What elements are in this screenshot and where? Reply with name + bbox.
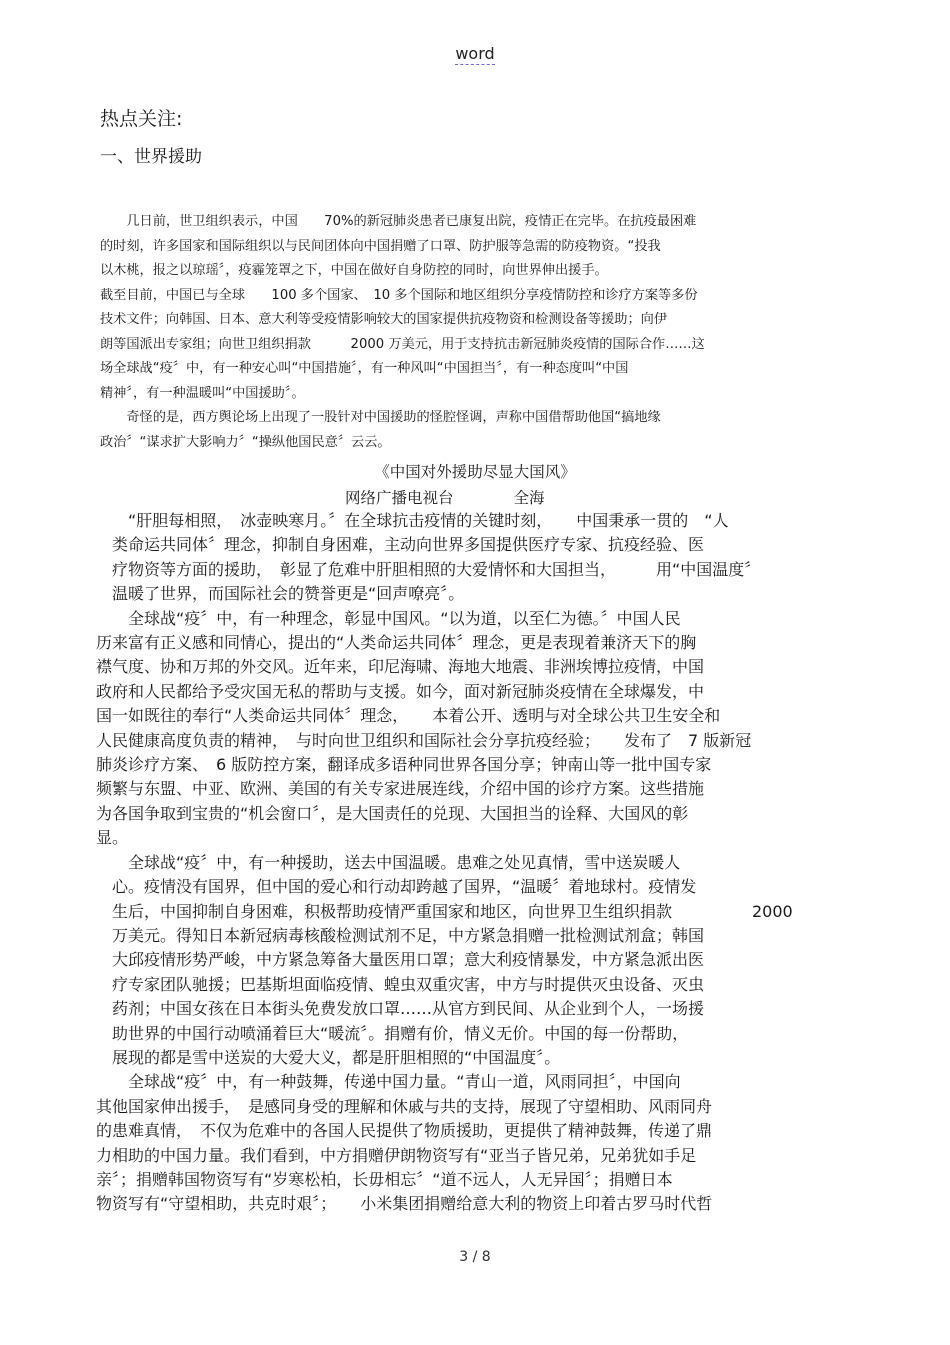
body-line: “肝胆每相照， 冰壶映寒月。〞在全球抗击疫情的关键时刻， 中国秉承一贯的 “人 [96,511,729,530]
body-line: 类命运共同体〞理念，抑制自身困难，主动向世界多国提供医疗专家、抗疫经验、医 [96,535,705,555]
body-line: 人民健康高度负责的精神， 与时向世卫组织和国际社会分享抗疫经验； 发布了 7 版新冠 [96,730,752,750]
article-body [96,509,856,1217]
intro-line: 奇怪的是，西方舆论场上出现了一股针对中国援助的怪腔怪调，声称中国借帮助他国“搞地缘 [100,410,661,425]
body-line: 频繁与东盟、中亚、欧洲、美国的有关专家进展连线，介绍中国的诊疗方案。这些措施 [96,779,705,799]
page-header [0,44,950,63]
intro-line: 截至目前，中国已与全球 100 多个国家、 10 多个国际和地区组织分享疫情防控和诊疗方案等多份 [100,287,698,303]
body-line: 政府和人民都给予受灾国无私的帮助与支援。如今，面对新冠肺炎疫情在全球爆发，中 [96,681,705,701]
article-byline [345,486,545,508]
body-line: 襟气度、协和万邦的外交风。近年来，印尼海啸、海地大地震、非洲埃博拉疫情，中国 [96,657,705,677]
article-author: 全海 [513,489,545,507]
heading-hot-topics: 热点关注: [100,108,183,130]
intro-line: 政治〞“谋求扩大影响力〞“操纵他国民意〞云云。 [100,434,391,450]
intro-line: 的时刻，许多国家和国际组织以与民间团体向中国捐赠了口罩、防护服等急需的防疫物资。“投我 [100,238,661,254]
intro-line: 以木桃，报之以琼瑶〞，疫霾笼罩之下，中国在做好自身防控的同时，向世界伸出援手。 [100,263,608,278]
page-number: 3 / 8 [459,1249,491,1265]
body-line: 为各国争取到宝贵的“机会窗口〞，是大国责任的兑现、大国担当的诠释、大国风的彰 [96,803,689,823]
body-line: 药剂；中国女孩在日本街头免费发放口罩……从官方到民间、从企业到个人，一场援 [96,999,705,1019]
body-line: 助世界的中国行动喷涌着巨大“暖流〞。捐赠有价，情义无价。中国的每一份帮助， [96,1023,689,1043]
heading-section-one: 一、世界援助 [100,147,202,167]
body-line: 温暖了世界，而国际社会的赞誉更是“回声嘹亮〞。 [96,584,465,604]
body-line: 疗专家团队驰援；巴基斯坦面临疫情、蝗虫双重灾害，中方与时提供灭虫设备、灭虫 [96,974,705,994]
body-line: 生后，中国抑制自身困难，积极帮助疫情严重国家和地区，向世界卫生组织捐款 2000 [96,901,793,921]
intro-line: 几日前，世卫组织表示，中国 70%的新冠肺炎患者已康复出院，疫情正在完毕。在抗疫最困难 [100,214,697,229]
body-line: 国一如既往的奉行“人类命运共同体〞理念， 本着公开、透明与对全球公共卫生安全和 [96,706,721,726]
intro-line: 精神〞，有一种温暖叫“中国援助〞。 [100,385,305,401]
intro-paragraph [100,210,800,455]
intro-line: 场全球战“疫〞中，有一种安心叫“中国措施〞，有一种风叫“中国担当〞，有一种态度叫“中国 [100,361,629,376]
body-line: 显。 [96,828,129,848]
body-line: 大邱疫情形势严峻，中方紧急筹备大量医用口罩；意大利疫情暴发，中方紧急派出医 [96,950,705,970]
body-line: 全球战“疫〞中，有一种鼓舞，传递中国力量。“青山一道，风雨同担〞，中国向 [96,1072,681,1092]
body-line: 物资写有“守望相助，共克时艰〞； 小米集团捐赠给意大利的物资上印着古罗马时代哲 [96,1194,713,1214]
body-line: 全球战“疫〞中，有一种理念，彰显中国风。“以为道，以至仁为德。〞中国人民 [96,608,681,628]
body-line: 疗物资等方面的援助， 彰显了危难中肝胆相照的大爱情怀和大国担当， 用“中国温度〞 [96,559,761,579]
intro-line: 朗等国派出专家组；向世卫组织捐款 2000 万美元，用于支持抗击新冠肺炎疫情的国际合作……这 [100,336,705,352]
body-line: 万美元。得知日本新冠病毒核酸检测试剂不足，中方紧急捐赠一批检测试剂盒；韩国 [96,925,705,945]
body-line: 亲〞；捐赠韩国物资写有“岁寒松柏，长毋相忘〞“道不远人，人无异国〞；捐赠日本 [96,1169,673,1189]
body-line: 历来富有正义感和同情心，提出的“人类命运共同体〞理念，更是表现着兼济天下的胸 [96,633,697,653]
intro-line: 技术文件；向韩国、日本、意大利等受疫情影响较大的国家提供抗疫物资和检测设备等援助；向伊 [100,312,668,327]
body-line: 其他国家伸出援手， 是感同身受的理解和休戚与共的支持，展现了守望相助、风雨同舟 [96,1096,713,1116]
article-source: 网络广播电视台 [345,489,454,507]
body-line: 的患难真情， 不仅为危难中的各国人民提供了物质援助，更提供了精神鼓舞，传递了鼎 [96,1121,713,1141]
body-line: 全球战“疫〞中，有一种援助，送去中国温暖。患难之处见真情，雪中送炭暖人 [96,852,681,872]
article-title: 《中国对外援助尽显大国风》 [374,463,576,481]
header-word-label: word [455,44,495,63]
body-line: 心。疫情没有国界，但中国的爱心和行动却跨越了国界，“温暖〞着地球村。疫情发 [96,877,697,897]
body-line: 展现的都是雪中送炭的大爱大义，都是肝胆相照的“中国温度〞。 [96,1047,561,1067]
body-line: 力相助的中国力量。我们看到，中方捐赠伊朗物资写有“亚当子皆兄弟，兄弟犹如手足 [96,1145,697,1165]
body-line: 肺炎诊疗方案、 6 版防控方案，翻译成多语种同世界各国分享；钟南山等一批中国专家 [96,755,712,775]
